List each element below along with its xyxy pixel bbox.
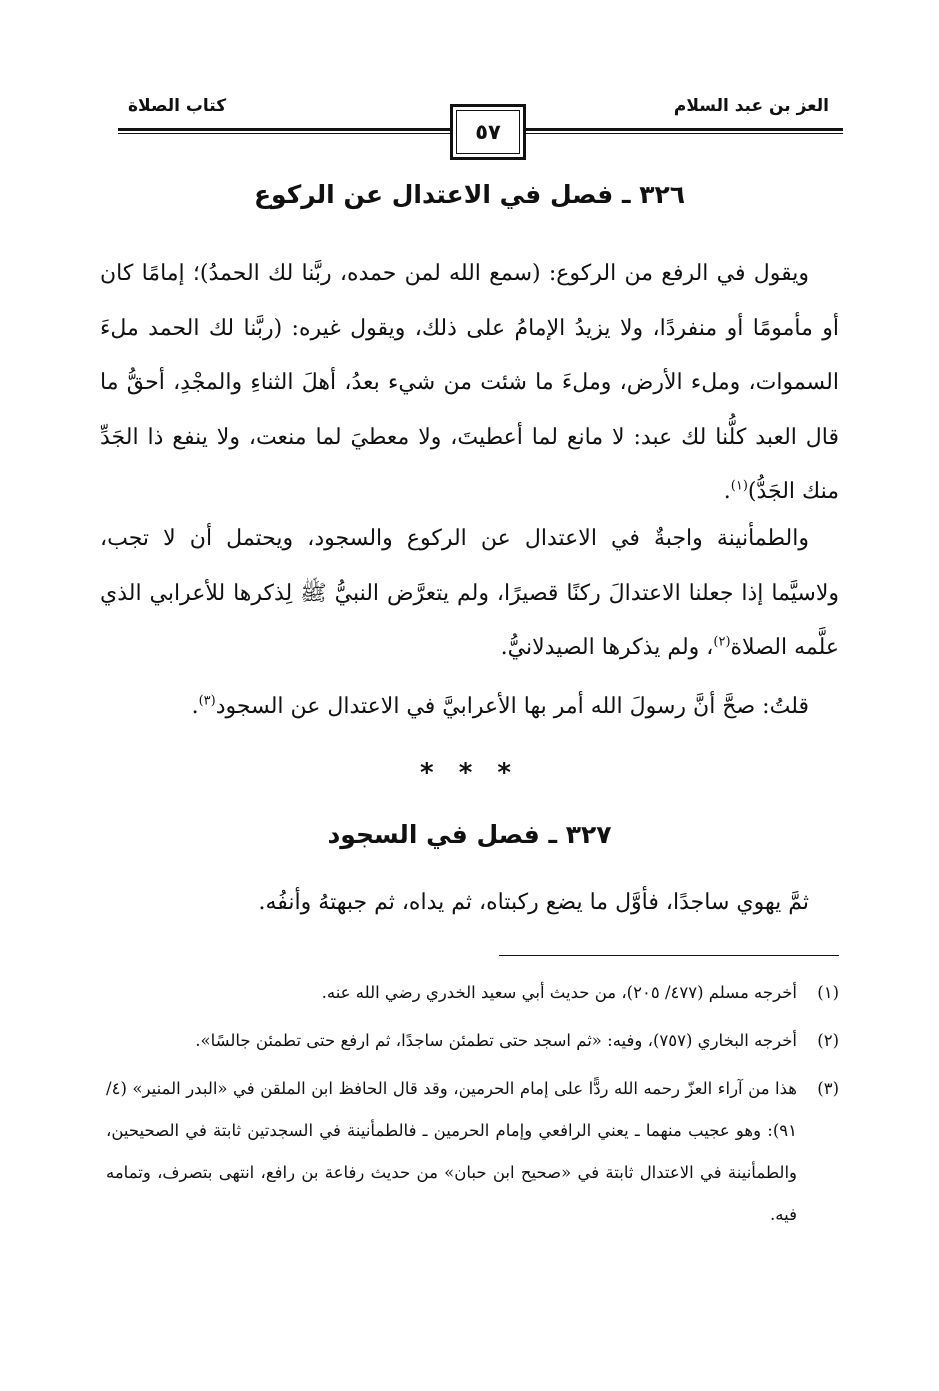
paragraph-2-tail: ، ولم يذكرها الصيدلانيُّ. — [500, 635, 714, 660]
footnotes — [106, 972, 839, 1242]
footnote-3 — [106, 1068, 839, 1236]
footnote-number: (١) — [817, 983, 839, 1002]
paragraph-2 — [100, 512, 839, 676]
paragraph-2-text: والطمأنينة واجبةٌ في الاعتدال عن الركوع والسجود، ويحتمل أن لا تجب، ولاسيَّما إذا جعلنا الاعتدالَ ركنًا قصيرًا، ولم يتعرَّض النبيُّ ﷺ لِذكرها للأعرابي الذي علَّمه الصلاة — [100, 526, 839, 660]
footnote-number: (٢) — [817, 1031, 839, 1050]
header-rule-left — [118, 128, 450, 134]
section-separator: * * * — [420, 758, 519, 788]
paragraph-1-tail: . — [723, 479, 731, 504]
footnote-ref-2[interactable]: (٢) — [713, 634, 731, 650]
paragraph-1-text: ويقول في الرفع من الركوع: (سمع الله لمن حمده، ربَّنا لك الحمدُ)؛ إمامًا كان أو مأمومًا أو منفردًا، ولا يزيدُ الإمامُ على ذلك، ويقول غيره: (ربَّنا لك الحمد ملءَ السموات، وملء الأرض، وملءَ ما شئت من شيء بعدُ، أهلَ الثناءِ والمجْدِ، أحقُّ ما قال العبد كلُّنا لك عبد: لا مانع لما أعطيتَ، ولا معطيَ لما منعت، ولا ينفع ذا الجَدِّ منك الجَدُّ) — [100, 261, 839, 504]
footnote-rule — [499, 955, 839, 956]
footnote-ref-1[interactable]: (١) — [730, 478, 748, 494]
page-number: ٥٧ — [456, 110, 520, 154]
paragraph-4 — [100, 876, 839, 931]
footnote-text: هذا من آراء العزّ رحمه الله ردًّا على إمام الحرمين، وقد قال الحافظ ابن الملقن في «البدر المنير» (٤/ ٩١): وهو عجيب منهما ـ يعني الرافعي وإمام الحرمين ـ فالطمأنينة في السجدتين ثابتة في الصحيحين، والطمأنينة في الاعتدال ثابتة في «صحيح ابن حبان» من حديث رفاعة بن رافع، انتهى بتصرف، وتمامه فيه. — [106, 1079, 797, 1224]
paragraph-3 — [100, 680, 839, 735]
paragraph-3-tail: . — [191, 694, 199, 719]
paragraph-1 — [100, 247, 839, 520]
footnote-text: أخرجه البخاري (٧٥٧)، وفيه: «ثم اسجد حتى تطمئن ساجدًا، ثم ارفع حتى تطمئن جالسًا». — [195, 1031, 797, 1050]
paragraph-4-text: ثمَّ يهوي ساجدًا، فأوَّل ما يضع ركبتاه، ثم يداه، ثم جبهتهُ وأنفُه. — [258, 890, 809, 915]
paragraph-3-text: قلتُ: صحَّ أنَّ رسولَ الله أمر بها الأعرابيَّ في الاعتدال عن السجود — [215, 694, 809, 719]
running-header-author: العز بن عبد السلام — [673, 96, 829, 116]
footnote-number: (٣) — [817, 1079, 839, 1098]
section-title-327: ٣٢٧ ـ فصل في السجود — [327, 820, 612, 849]
header-rule-right — [526, 128, 843, 134]
page-number-frame — [450, 104, 526, 160]
footnote-text: أخرجه مسلم (٤٧٧/ ٢٠٥)، من حديث أبي سعيد الخدري رضي الله عنه. — [321, 983, 797, 1002]
running-header-section: كتاب الصلاة — [128, 96, 227, 116]
footnote-ref-3[interactable]: (٣) — [198, 693, 216, 709]
footnote-1 — [106, 972, 839, 1014]
section-title-326: ٣٢٦ ـ فصل في الاعتدال عن الركوع — [253, 180, 686, 209]
footnote-2 — [106, 1020, 839, 1062]
